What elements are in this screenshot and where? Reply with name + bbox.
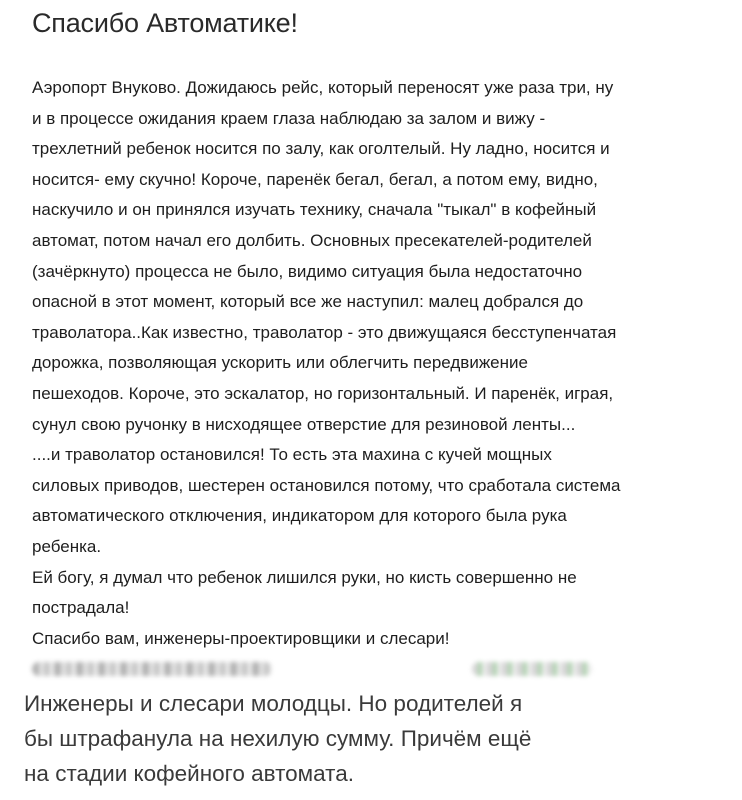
post-line: дорожка, позволяющая ускорить или облегчить передвижение [32,353,528,373]
post-line: трехлетний ребенок носится по залу, как оголтелый. Ну ладно, носится и [32,139,610,159]
post-line: пострадала! [32,598,130,618]
blurred-author-name [32,662,272,676]
post-line: автомат, потом начал его долбить. Основных пресекателей-родителей [32,230,592,250]
post-title: Спасибо Автоматике! [32,8,298,38]
post-line: и в процессе ожидания краем глаза наблюдаю за залом и вижу - [32,108,546,128]
post-line: силовых приводов, шестерен остановился потому, что сработала система [32,475,621,495]
comment-line: бы штрафанула на нехилую сумму. Причём ещё [24,726,532,751]
post-line: ....и траволатор остановился! То есть эта махина с кучей мощных [32,445,552,465]
post-line: сунул свою ручонку в нисходящее отверстие для резиновой ленты... [32,414,576,434]
post-line: (зачёркнуто) процесса не было, видимо ситуация была недостаточно [32,261,583,281]
blurred-comment-meta [472,662,592,676]
post-line: траволатора..Как известно, траволатор - это движущаяся бесступенчатая [32,322,617,342]
post-line: носится- ему скучно! Короче, паренёк бегал, бегал, а потом ему, видно, [32,169,598,189]
post-line: Спасибо вам, инженеры-проектировщики и слесари! [32,628,450,648]
comment-header [32,660,592,680]
post-line: автоматического отключения, индикатором для которого была рука [32,506,567,526]
post-line: наскучило и он принялся изучать технику, сначала "тыкал" в кофейный [32,200,597,220]
comment-line: на стадии кофейного автомата. [24,761,354,786]
post-line: опасной в этот момент, который все же наступил: малец добрался до [32,292,584,312]
post-line: ребенка. [32,536,102,556]
comment-line: Инженеры и слесари молодцы. Но родителей я [24,691,523,716]
post-line: Аэропорт Внуково. Дожидаюсь рейс, который переносят уже раза три, ну [32,78,614,97]
comment-body [24,686,584,791]
post-body [32,73,732,654]
post-line: пешеходов. Короче, это эскалатор, но горизонтальный. И паренёк, играя, [32,383,614,403]
post-line: Ей богу, я думал что ребенок лишился руки, но кисть совершенно не [32,567,577,587]
